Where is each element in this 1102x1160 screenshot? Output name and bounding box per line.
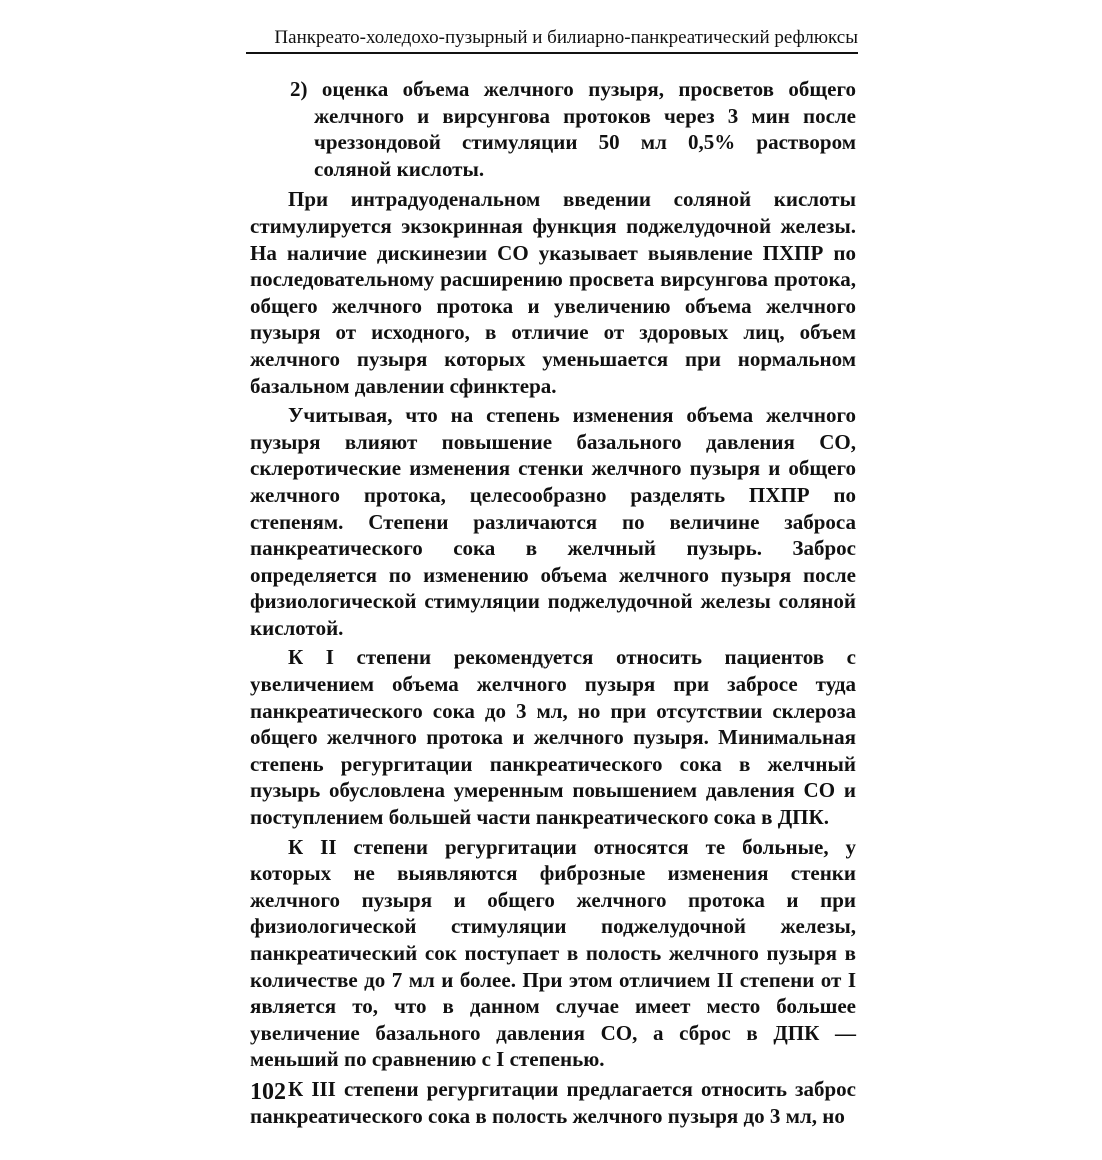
running-header: Панкреато-холедохо-пузырный и билиарно-панкреатический рефлюксы: [246, 26, 858, 54]
body-text: [250, 76, 856, 1129]
paragraph-5: К III степени регургитации предлагается относить заброс панкреатического сока в полость желчного пузыря до 3 мл, но: [250, 1076, 856, 1128]
paragraph-2: Учитывая, что на степень изменения объема желчного пузыря влияют повышение базального давления СО, склеротические изменения стенки желчного пузыря и общего желчного протока, целесообразно разделять ПХПР по степеням. Степени различаются по величине заброса панкреатического сока в желчный пузырь. Заброс определяется по изменению объема желчного пузыря после физиологической стимуляции поджелудочной железы соляной кислотой.: [250, 403, 856, 640]
page-number: 102: [250, 1079, 286, 1105]
list-item-2: 2) оценка объема желчного пузыря, просветов общего желчного и вирсунгова протоков через 3 мин после чреззондовой стимуляции 50 мл 0,5% раствором соляной кислоты.: [290, 77, 856, 181]
paragraph-4: К II степени регургитации относятся те больные, у которых не выявляются фиброзные изменения стенки желчного пузыря и общего желчного протока и при физиологической стимуляции поджелудочной железы, панкреатический сок поступает в полость желчного пузыря в количестве до 7 мл и более. При этом отличием II степени от I является то, что в данном случае имеет место большее увеличение базального давления СО, а сброс в ДПК — меньший по сравнению с I степенью.: [250, 834, 856, 1072]
paragraph-1: При интрадуоденальном введении соляной кислоты стимулируется экзокринная функция поджелудочной железы. На наличие дискинезии СО указывает выявление ПХПР по последовательному расширению просвета вирсунгова протока, общего желчного протока и увеличению объема желчного пузыря от исходного, в отличие от здоровых лиц, объем желчного пузыря которых уменьшается при нормальном базальном давлении сфинктера.: [250, 187, 856, 398]
paragraph-3: К I степени рекомендуется относить пациентов с увеличением объема желчного пузыря при забросе туда панкреатического сока до 3 мл, но при отсутствии склероза общего желчного протока и желчного пузыря. Минимальная степень регургитации панкреатического сока в желчный пузырь обусловлена умеренным повышением давления СО и поступлением большей части панкреатического сока в ДПК.: [250, 645, 856, 830]
